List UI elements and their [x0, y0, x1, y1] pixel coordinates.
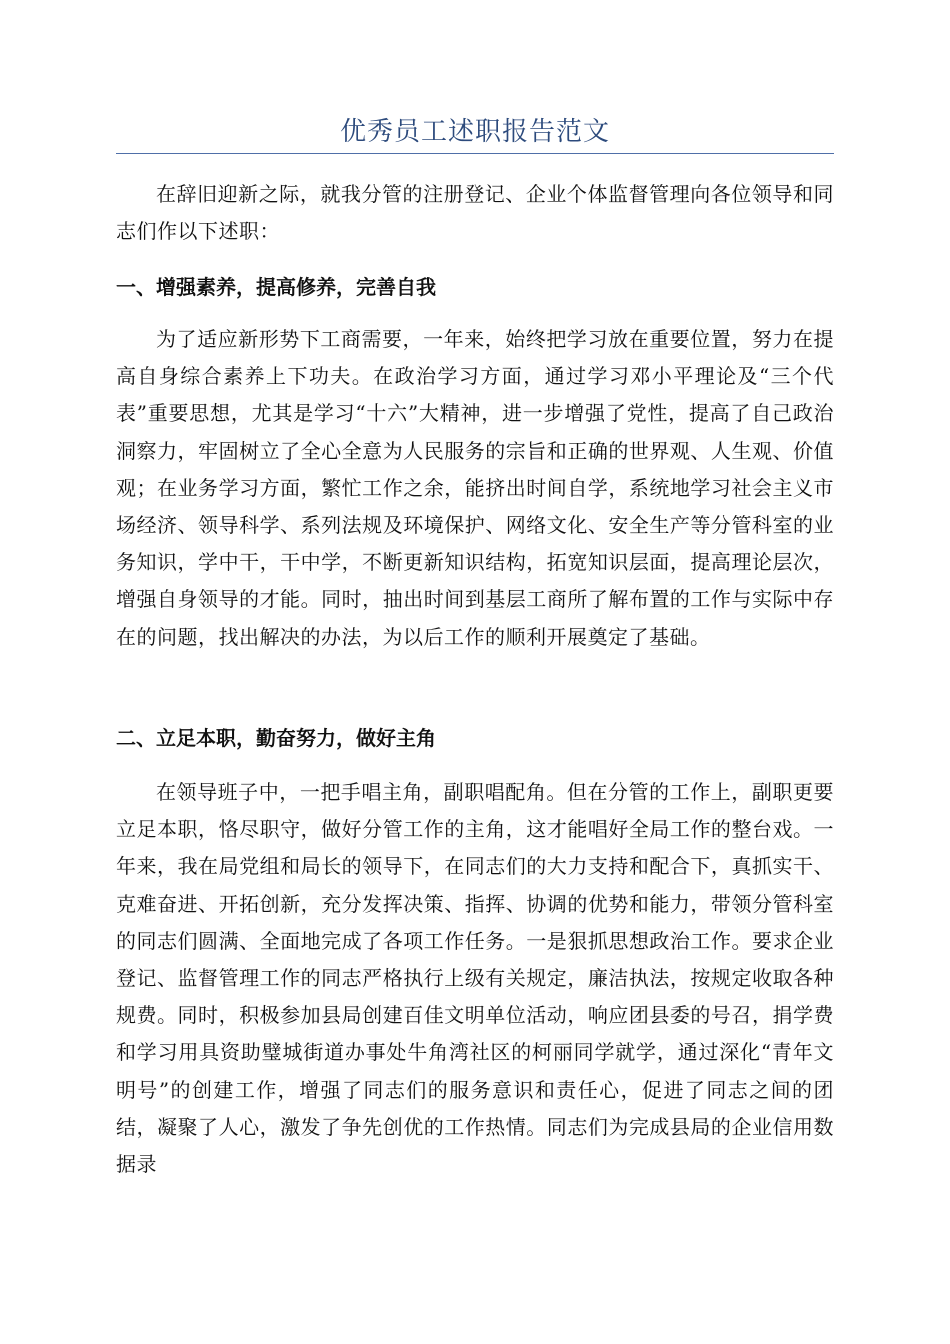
intro-paragraph: 在辞旧迎新之际，就我分管的注册登记、企业个体监督管理向各位领导和同志们作以下述职： — [116, 182, 834, 244]
section-heading-1: 一、增强素养，提高修养，完善自我 — [116, 275, 436, 299]
section-body-2: 在领导班子中，一把手唱主角，副职唱配角。但在分管的工作上，副职更要立足本职，恪尽职守，做好分管工作的主角，这才能唱好全局工作的整台戏。一年来，我在局党组和局长的领导下，在同志们的大力支持和配合下，真抓实干、克难奋进、开拓创新，充分发挥决策、指挥、协调的优势和能力，带领分管科室的同志们圆满、全面地完成了各项工作任务。一是狠抓思想政治工作。要求企业登记、监督管理工作的同志严格执行上级有关规定，廉洁执法，按规定收取各种规费。同时，积极参加县局创建百佳文明单位活动，响应团县委的号召，捐学费和学习用具资助璧城街道办事处牛角湾社区的柯丽同学就学，通过深化“青年文明号”的创建工作，增强了同志们的服务意识和责任心，促进了同志之间的团结，凝聚了人心，激发了争先创优的工作热情。同志们为完成县局的企业信用数据录 — [116, 780, 834, 1177]
title-underline — [116, 153, 834, 154]
section-body-1: 为了适应新形势下工商需要，一年来，始终把学习放在重要位置，努力在提高自身综合素养上下功夫。在政治学习方面，通过学习邓小平理论及“三个代表”重要思想，尤其是学习“十六”大精神，进一步增强了党性，提高了自己政治洞察力，牢固树立了全心全意为人民服务的宗旨和正确的世界观、人生观、价值观；在业务学习方面，繁忙工作之余，能挤出时间自学，系统地学习社会主义市场经济、领导科学、系列法规及环境保护、网络文化、安全生产等分管科室的业务知识，学中干，干中学，不断更新知识结构，拓宽知识层面，提高理论层次，增强自身领导的才能。同时，抽出时间到基层工商所了解布置的工作与实际中存在的问题，找出解决的办法，为以后工作的顺利开展奠定了基础。 — [116, 327, 834, 649]
section-heading-2: 二、立足本职，勤奋努力，做好主角 — [116, 726, 436, 750]
document-title: 优秀员工述职报告范文 — [339, 117, 610, 147]
